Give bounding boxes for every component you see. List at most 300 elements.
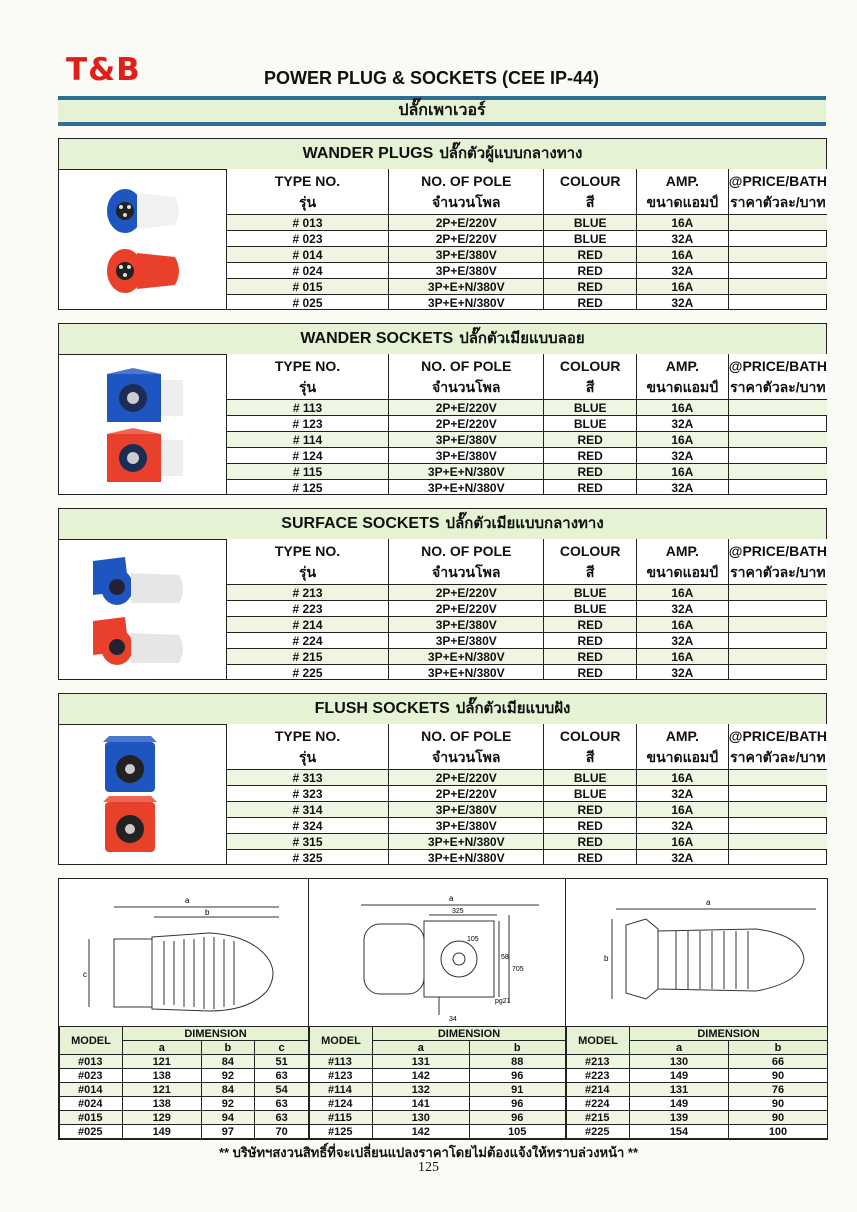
table-cell: BLUE — [544, 215, 636, 231]
table-cell: # 224 — [227, 633, 389, 649]
table-row — [227, 601, 827, 617]
section-title: WANDER SOCKETS — [300, 330, 454, 347]
table-cell: 16A — [636, 770, 728, 786]
price-cell — [728, 665, 827, 681]
table-cell: 2P+E/220V — [389, 231, 544, 247]
table-cell: 96 — [469, 1097, 566, 1111]
product-section — [58, 693, 827, 865]
table-cell: BLUE — [544, 585, 636, 601]
table-cell: 32A — [636, 416, 728, 432]
page-number: 125 — [418, 1160, 439, 1175]
table-cell: 94 — [201, 1111, 255, 1125]
price-cell — [728, 633, 827, 649]
table-cell: # 323 — [227, 786, 389, 802]
table-row — [567, 1069, 828, 1083]
table-cell: 63 — [255, 1069, 309, 1083]
wander-socket-dimension-drawing — [309, 879, 565, 1026]
price-cell — [728, 400, 827, 416]
table-cell: # 223 — [227, 601, 389, 617]
dimension-col: c — [255, 1041, 309, 1055]
table-row — [60, 1069, 309, 1083]
table-cell: 142 — [373, 1069, 470, 1083]
table-cell: 16A — [636, 247, 728, 263]
table-cell: #225 — [567, 1125, 630, 1139]
dimension-col: a — [373, 1041, 470, 1055]
ws-label-pg21: pg21 — [495, 998, 511, 1005]
product-photo-blue — [97, 366, 187, 435]
table-row — [227, 464, 827, 480]
table-cell: 66 — [729, 1055, 828, 1069]
price-cell — [728, 263, 827, 279]
table-cell: 63 — [255, 1097, 309, 1111]
table-cell: # 314 — [227, 802, 389, 818]
table-cell: 32A — [636, 786, 728, 802]
table-cell: #214 — [567, 1083, 630, 1097]
dim-label-b: b — [205, 908, 210, 917]
table-cell: 2P+E/220V — [389, 601, 544, 617]
table-cell: 3P+E/380V — [389, 247, 544, 263]
table-cell: BLUE — [544, 601, 636, 617]
table-cell: #223 — [567, 1069, 630, 1083]
ss-label-a: a — [706, 898, 711, 907]
col-amp: AMP. ขนาดแอมป์ — [636, 354, 728, 400]
price-cell — [728, 834, 827, 850]
section-title-thai: ปลั๊กตัวเมียแบบลอย — [459, 330, 585, 347]
col-amp: AMP. ขนาดแอมป์ — [636, 539, 728, 585]
col-pole: NO. OF POLE จำนวนโพล — [389, 169, 544, 215]
table-cell: #013 — [60, 1055, 123, 1069]
table-cell: #215 — [567, 1111, 630, 1125]
table-cell: RED — [544, 480, 636, 496]
table-cell: 3P+E+N/380V — [389, 834, 544, 850]
table-cell: RED — [544, 818, 636, 834]
price-cell — [728, 464, 827, 480]
dimension-header: DIMENSION — [123, 1027, 309, 1041]
table-cell: 3P+E/380V — [389, 802, 544, 818]
table-row — [227, 480, 827, 496]
price-cell — [728, 818, 827, 834]
product-photo-blue — [79, 551, 189, 620]
price-cell — [728, 448, 827, 464]
spec-table — [227, 354, 827, 495]
table-cell: 131 — [373, 1055, 470, 1069]
col-type: TYPE NO. รุ่น — [227, 169, 389, 215]
section-header — [59, 324, 826, 355]
table-cell: 2P+E/220V — [389, 215, 544, 231]
table-cell: 51 — [255, 1055, 309, 1069]
table-cell: 142 — [373, 1125, 470, 1139]
table-cell: 130 — [630, 1055, 729, 1069]
table-cell: # 014 — [227, 247, 389, 263]
table-row — [60, 1083, 309, 1097]
table-cell: # 315 — [227, 834, 389, 850]
price-cell — [728, 215, 827, 231]
table-cell: 16A — [636, 617, 728, 633]
table-cell: BLUE — [544, 416, 636, 432]
wander-socket-drawing — [309, 879, 566, 1026]
table-cell: # 225 — [227, 665, 389, 681]
price-cell — [728, 850, 827, 866]
table-cell: 2P+E/220V — [389, 416, 544, 432]
dimension-table — [309, 1026, 566, 1139]
table-cell: # 114 — [227, 432, 389, 448]
dimension-header: DIMENSION — [630, 1027, 828, 1041]
table-cell: 16A — [636, 464, 728, 480]
table-cell: 92 — [201, 1069, 255, 1083]
table-row — [60, 1055, 309, 1069]
table-cell: RED — [544, 665, 636, 681]
table-row — [310, 1083, 566, 1097]
table-cell: 3P+E/380V — [389, 448, 544, 464]
table-row — [60, 1125, 309, 1139]
table-cell: #224 — [567, 1097, 630, 1111]
table-cell: 141 — [373, 1097, 470, 1111]
table-cell: BLUE — [544, 400, 636, 416]
table-cell: 129 — [123, 1111, 202, 1125]
table-row — [310, 1111, 566, 1125]
table-cell: 90 — [729, 1111, 828, 1125]
product-photo-blue — [97, 181, 187, 246]
table-cell: 130 — [373, 1111, 470, 1125]
table-cell: # 213 — [227, 585, 389, 601]
col-price: @PRICE/BATH ราคาตัวละ/บาท — [728, 354, 827, 400]
table-cell: # 214 — [227, 617, 389, 633]
table-cell: #213 — [567, 1055, 630, 1069]
table-cell: 121 — [123, 1083, 202, 1097]
table-cell: 32A — [636, 665, 728, 681]
table-cell: 96 — [469, 1111, 566, 1125]
table-cell: 3P+E/380V — [389, 617, 544, 633]
ws-label-34: 34 — [449, 1016, 457, 1023]
section-title: SURFACE SOCKETS — [281, 515, 440, 532]
table-cell: 16A — [636, 802, 728, 818]
table-row — [227, 585, 827, 601]
table-cell: 3P+E+N/380V — [389, 665, 544, 681]
table-cell: 16A — [636, 279, 728, 295]
table-cell: #123 — [310, 1069, 373, 1083]
model-header: MODEL — [60, 1027, 123, 1055]
table-row — [310, 1055, 566, 1069]
table-cell: # 015 — [227, 279, 389, 295]
table-row — [227, 770, 827, 786]
table-row — [227, 633, 827, 649]
product-photo-red — [79, 611, 189, 680]
table-cell: #124 — [310, 1097, 373, 1111]
table-cell: 121 — [123, 1055, 202, 1069]
table-row — [567, 1055, 828, 1069]
table-row — [227, 295, 827, 311]
ws-label-705: 705 — [512, 966, 524, 973]
table-cell: 3P+E+N/380V — [389, 649, 544, 665]
brand-logo: T&B — [66, 52, 141, 88]
table-cell: # 324 — [227, 818, 389, 834]
table-cell: # 024 — [227, 263, 389, 279]
table-row — [60, 1111, 309, 1125]
table-cell: 63 — [255, 1111, 309, 1125]
dimension-table — [59, 1026, 309, 1139]
table-cell: 32A — [636, 448, 728, 464]
table-row — [227, 279, 827, 295]
table-cell: 90 — [729, 1097, 828, 1111]
table-cell: #113 — [310, 1055, 373, 1069]
table-row — [567, 1111, 828, 1125]
col-amp: AMP. ขนาดแอมป์ — [636, 169, 728, 215]
table-cell: 84 — [201, 1083, 255, 1097]
spec-table — [227, 724, 827, 865]
table-cell: 92 — [201, 1097, 255, 1111]
table-cell: # 023 — [227, 231, 389, 247]
model-header: MODEL — [567, 1027, 630, 1055]
table-cell: 3P+E+N/380V — [389, 850, 544, 866]
thai-title: ปลั๊กเพาเวอร์ — [398, 102, 486, 119]
col-type: TYPE NO. รุ่น — [227, 724, 389, 770]
section-title-thai: ปลั๊กตัวผู้แบบกลางทาง — [439, 145, 583, 162]
thai-title-bar — [58, 96, 826, 126]
table-row — [310, 1125, 566, 1139]
table-cell: 16A — [636, 585, 728, 601]
table-cell: RED — [544, 850, 636, 866]
table-cell: 32A — [636, 231, 728, 247]
ss-label-b: b — [604, 954, 609, 963]
surface-socket-dimension-drawing — [566, 879, 828, 1026]
table-cell: 84 — [201, 1055, 255, 1069]
table-cell: 16A — [636, 400, 728, 416]
table-row — [227, 665, 827, 681]
table-cell: 3P+E+N/380V — [389, 279, 544, 295]
section-header — [59, 694, 826, 725]
col-price: @PRICE/BATH ราคาตัวละ/บาท — [728, 539, 827, 585]
table-cell: #114 — [310, 1083, 373, 1097]
table-row — [310, 1069, 566, 1083]
table-row — [60, 1097, 309, 1111]
table-cell: BLUE — [544, 231, 636, 247]
table-cell: #115 — [310, 1111, 373, 1125]
table-cell: 16A — [636, 649, 728, 665]
ws-label-58: 58 — [501, 954, 509, 961]
product-section — [58, 323, 827, 495]
table-row — [227, 617, 827, 633]
table-cell: 138 — [123, 1069, 202, 1083]
table-cell: 32A — [636, 480, 728, 496]
table-cell: 32A — [636, 818, 728, 834]
table-cell: 3P+E/380V — [389, 633, 544, 649]
table-cell: # 124 — [227, 448, 389, 464]
table-cell: RED — [544, 247, 636, 263]
product-photo-cell — [59, 354, 227, 495]
table-row — [227, 802, 827, 818]
table-cell: 149 — [123, 1125, 202, 1139]
table-row — [227, 263, 827, 279]
price-cell — [728, 247, 827, 263]
table-cell: 32A — [636, 850, 728, 866]
price-cell — [728, 231, 827, 247]
table-cell: 16A — [636, 432, 728, 448]
table-cell: BLUE — [544, 786, 636, 802]
table-cell: 100 — [729, 1125, 828, 1139]
table-cell: #125 — [310, 1125, 373, 1139]
table-cell: 3P+E+N/380V — [389, 464, 544, 480]
price-cell — [728, 802, 827, 818]
table-cell: 132 — [373, 1083, 470, 1097]
page-title: POWER PLUG & SOCKETS (CEE IP-44) — [264, 68, 600, 88]
table-cell: RED — [544, 448, 636, 464]
section-header — [59, 509, 826, 540]
table-cell: 149 — [630, 1097, 729, 1111]
table-cell: 97 — [201, 1125, 255, 1139]
col-pole: NO. OF POLE จำนวนโพล — [389, 354, 544, 400]
table-cell: RED — [544, 432, 636, 448]
table-cell: 3P+E/380V — [389, 818, 544, 834]
dimension-box — [58, 878, 828, 1140]
section-title: WANDER PLUGS — [302, 145, 434, 162]
dimension-col: a — [123, 1041, 202, 1055]
table-cell: RED — [544, 279, 636, 295]
table-row — [227, 834, 827, 850]
col-pole: NO. OF POLE จำนวนโพล — [389, 724, 544, 770]
dimension-col: b — [469, 1041, 566, 1055]
table-cell: 3P+E+N/380V — [389, 295, 544, 311]
table-cell: 138 — [123, 1097, 202, 1111]
price-cell — [728, 480, 827, 496]
dim-label-a: a — [185, 896, 190, 905]
table-cell: 105 — [469, 1125, 566, 1139]
table-cell: # 025 — [227, 295, 389, 311]
table-row — [567, 1097, 828, 1111]
table-row — [227, 247, 827, 263]
price-cell — [728, 601, 827, 617]
plug-drawing — [59, 879, 309, 1026]
table-cell: 54 — [255, 1083, 309, 1097]
surface-socket-drawing — [566, 879, 828, 1026]
table-cell: 149 — [630, 1069, 729, 1083]
plug-dimension-drawing — [59, 879, 308, 1026]
table-cell: RED — [544, 802, 636, 818]
col-price: @PRICE/BATH ราคาตัวละ/บาท — [728, 724, 827, 770]
table-cell: RED — [544, 617, 636, 633]
table-cell: #025 — [60, 1125, 123, 1139]
table-cell: #023 — [60, 1069, 123, 1083]
table-row — [227, 649, 827, 665]
table-cell: 2P+E/220V — [389, 585, 544, 601]
table-cell: # 313 — [227, 770, 389, 786]
table-cell: 96 — [469, 1069, 566, 1083]
product-photo-red — [97, 796, 167, 861]
table-cell: 32A — [636, 601, 728, 617]
col-colour: COLOUR สี — [544, 354, 636, 400]
table-cell: 154 — [630, 1125, 729, 1139]
section-title: FLUSH SOCKETS — [314, 700, 450, 717]
table-cell: 2P+E/220V — [389, 770, 544, 786]
price-cell — [728, 295, 827, 311]
col-type: TYPE NO. รุ่น — [227, 539, 389, 585]
table-cell: 16A — [636, 834, 728, 850]
dimension-col: b — [729, 1041, 828, 1055]
table-cell: 90 — [729, 1069, 828, 1083]
table-cell: RED — [544, 633, 636, 649]
table-cell: 131 — [630, 1083, 729, 1097]
table-cell: RED — [544, 834, 636, 850]
table-cell: RED — [544, 464, 636, 480]
dimension-table — [566, 1026, 828, 1139]
table-row — [567, 1083, 828, 1097]
table-cell: 3P+E+N/380V — [389, 480, 544, 496]
table-cell: # 215 — [227, 649, 389, 665]
table-cell: RED — [544, 263, 636, 279]
product-photo-cell — [59, 724, 227, 865]
product-photo-red — [97, 241, 187, 306]
col-colour: COLOUR สี — [544, 169, 636, 215]
price-cell — [728, 786, 827, 802]
table-row — [567, 1125, 828, 1139]
table-row — [310, 1097, 566, 1111]
price-cell — [728, 585, 827, 601]
table-cell: 32A — [636, 633, 728, 649]
table-cell: 2P+E/220V — [389, 400, 544, 416]
table-cell: RED — [544, 649, 636, 665]
product-photo-blue — [97, 736, 167, 801]
table-cell: #024 — [60, 1097, 123, 1111]
col-amp: AMP. ขนาดแอมป์ — [636, 724, 728, 770]
product-photo-cell — [59, 539, 227, 680]
price-cell — [728, 649, 827, 665]
table-row — [227, 818, 827, 834]
table-row — [227, 215, 827, 231]
ws-label-105: 105 — [467, 936, 479, 943]
model-header: MODEL — [310, 1027, 373, 1055]
table-cell: 16A — [636, 215, 728, 231]
table-row — [227, 448, 827, 464]
table-cell: RED — [544, 295, 636, 311]
price-cell — [728, 432, 827, 448]
product-section — [58, 508, 827, 680]
table-cell: # 113 — [227, 400, 389, 416]
table-row — [227, 850, 827, 866]
table-cell: 32A — [636, 295, 728, 311]
product-photo-red — [97, 426, 187, 495]
col-pole: NO. OF POLE จำนวนโพล — [389, 539, 544, 585]
table-cell: 91 — [469, 1083, 566, 1097]
section-title-thai: ปลั๊กตัวเมียแบบฝัง — [455, 700, 571, 717]
col-colour: COLOUR สี — [544, 724, 636, 770]
table-cell: BLUE — [544, 770, 636, 786]
price-cell — [728, 279, 827, 295]
price-cell — [728, 416, 827, 432]
product-section — [58, 138, 827, 310]
table-cell: 76 — [729, 1083, 828, 1097]
table-row — [227, 231, 827, 247]
table-cell: 88 — [469, 1055, 566, 1069]
table-cell: 70 — [255, 1125, 309, 1139]
col-colour: COLOUR สี — [544, 539, 636, 585]
dimension-header: DIMENSION — [373, 1027, 566, 1041]
dimension-col: a — [630, 1041, 729, 1055]
table-row — [227, 432, 827, 448]
table-cell: 3P+E/380V — [389, 432, 544, 448]
table-cell: # 123 — [227, 416, 389, 432]
price-cell — [728, 770, 827, 786]
col-type: TYPE NO. รุ่น — [227, 354, 389, 400]
table-cell: 2P+E/220V — [389, 786, 544, 802]
footnote: ** บริษัทฯสงวนสิทธิ์ที่จะเปลี่ยนแปลงราคาโดยไม่ต้องแจ้งให้ทราบล่วงหน้า ** — [218, 1145, 639, 1160]
section-header — [59, 139, 826, 170]
table-cell: # 325 — [227, 850, 389, 866]
ws-label-a: a — [449, 894, 454, 903]
table-row — [227, 416, 827, 432]
table-cell: 139 — [630, 1111, 729, 1125]
table-cell: #014 — [60, 1083, 123, 1097]
table-row — [227, 786, 827, 802]
spec-table — [227, 539, 827, 680]
